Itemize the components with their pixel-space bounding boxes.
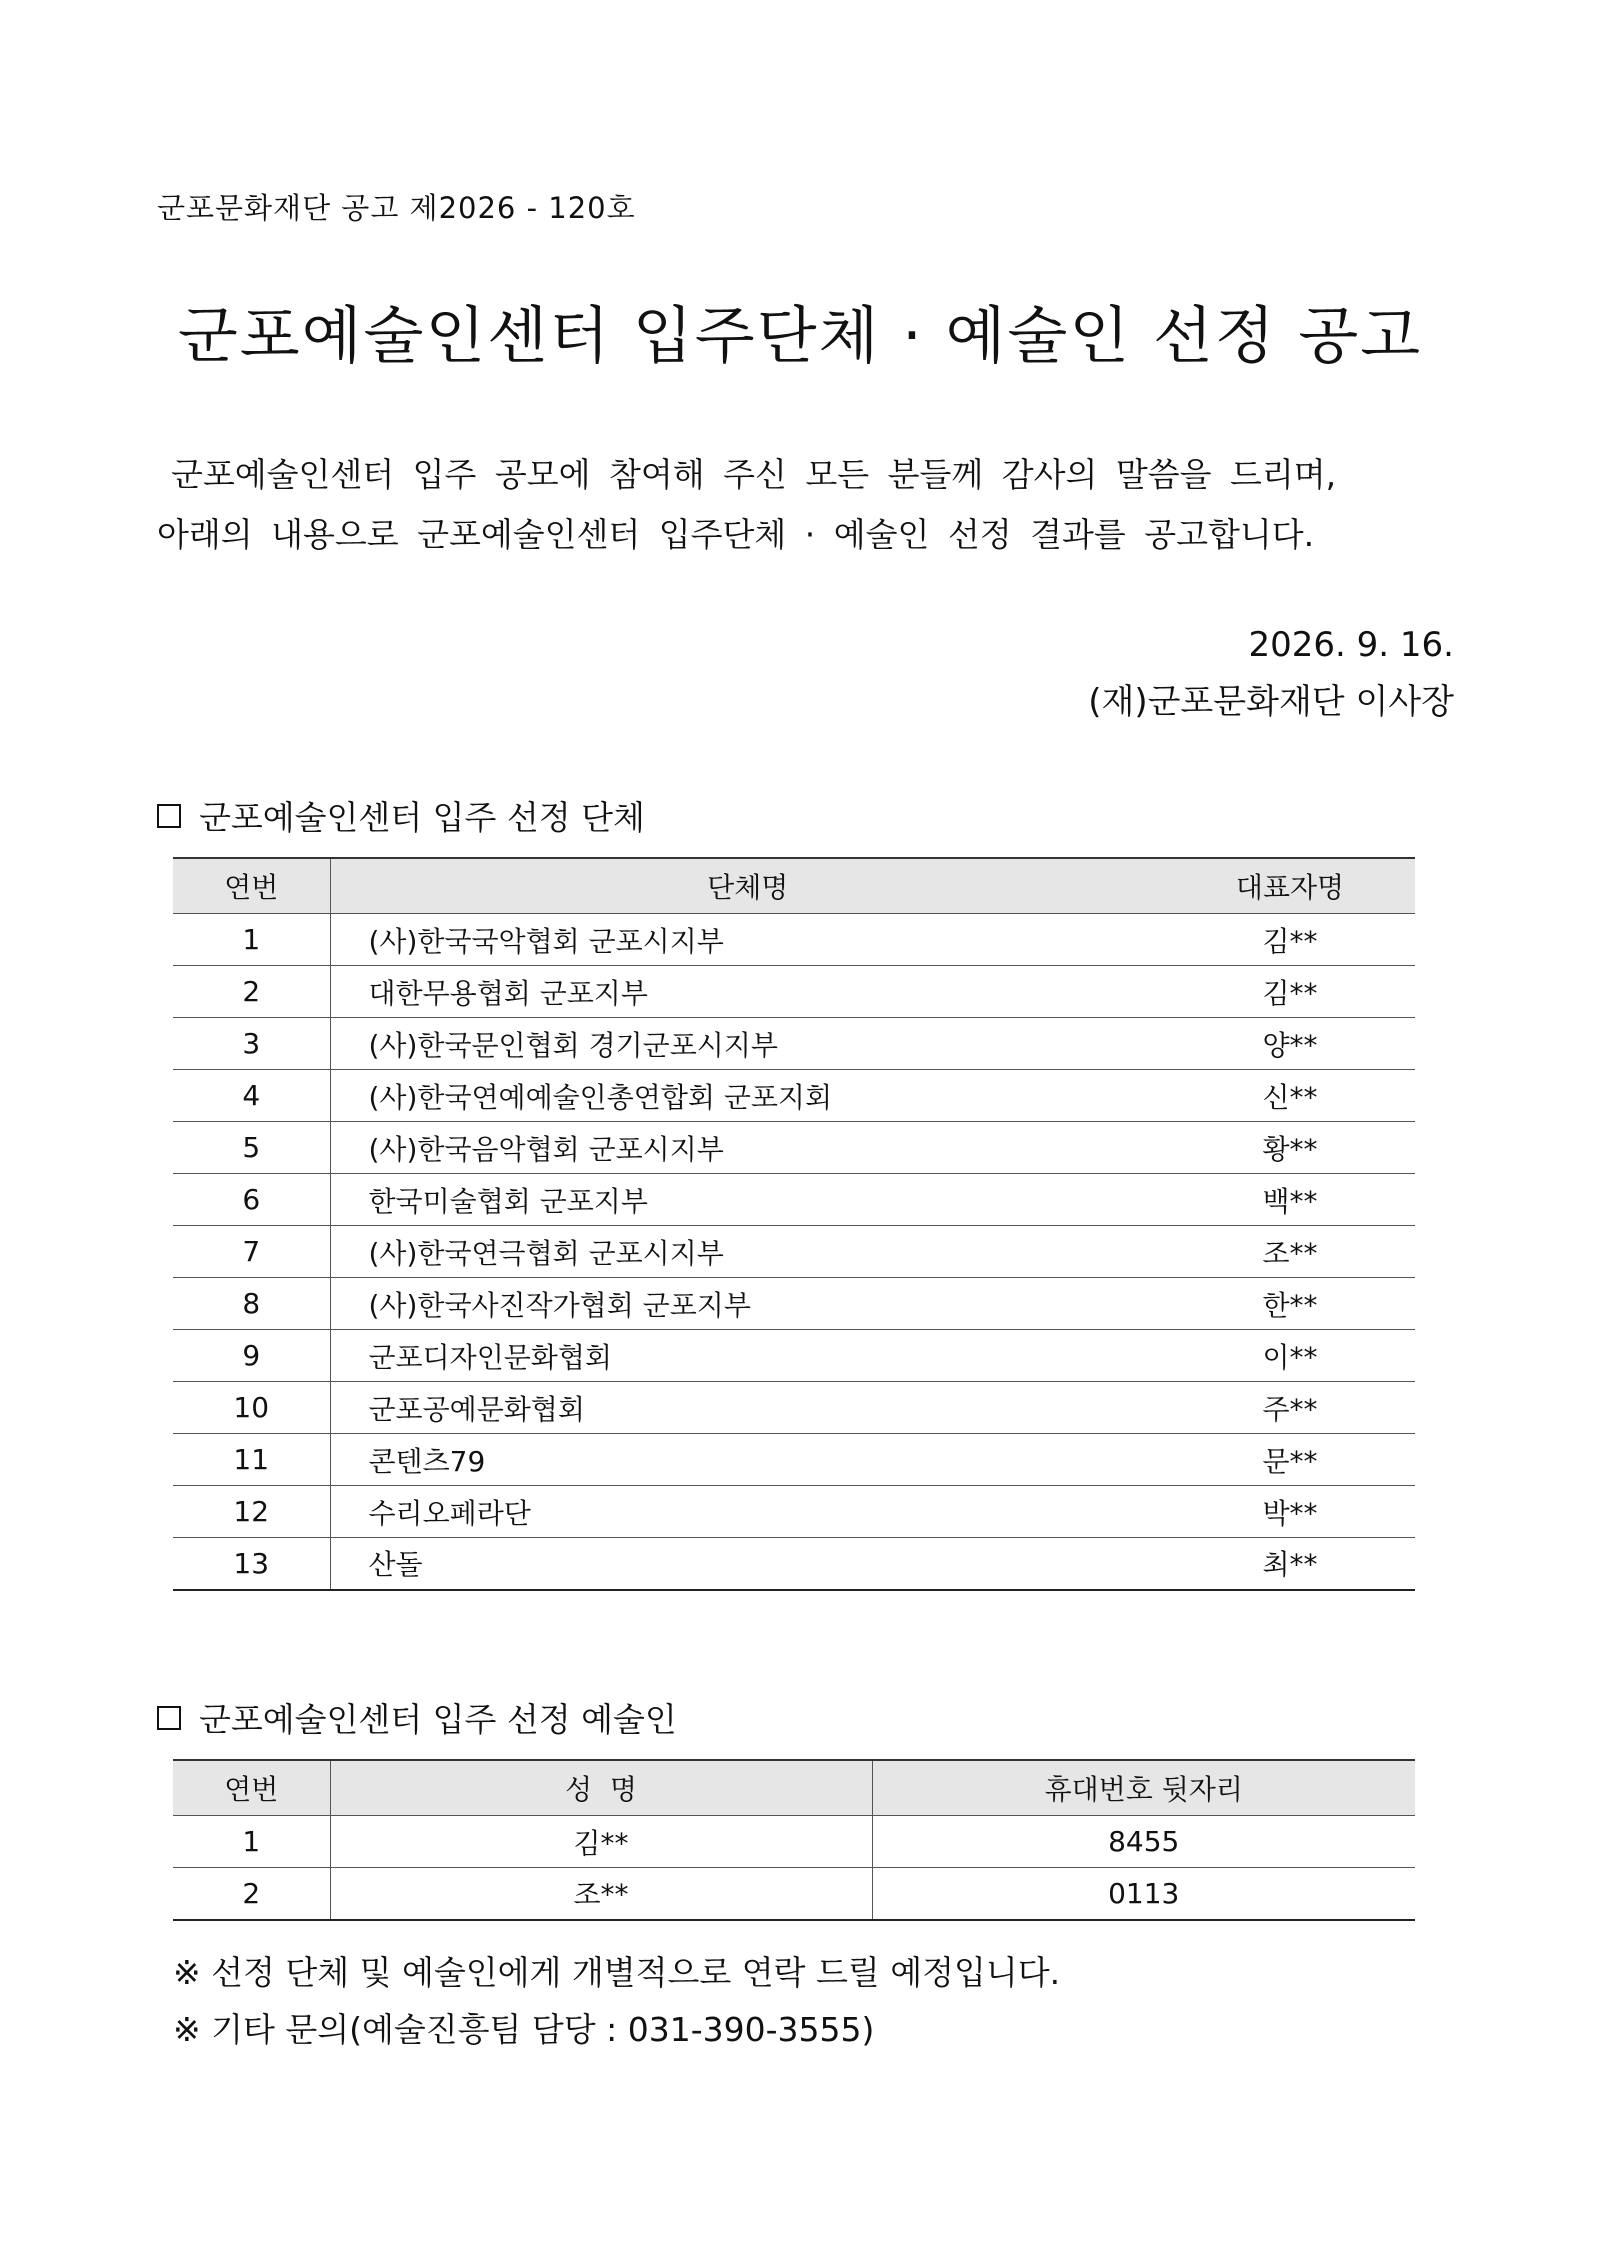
- artists-section-heading: [157, 1694, 677, 1741]
- row-no: 11: [173, 1434, 330, 1486]
- issuer: (재)군포문화재단 이사장: [1088, 682, 1454, 722]
- table-row: [173, 1538, 1415, 1590]
- row-no: 9: [173, 1330, 330, 1382]
- table-row: [173, 1330, 1415, 1382]
- row-representative: 문**: [1165, 1434, 1415, 1486]
- column-header-artist-name: 성 명: [330, 1760, 872, 1816]
- column-header-no: 연번: [173, 1760, 330, 1816]
- row-phone-suffix: 0113: [872, 1868, 1415, 1920]
- row-representative: 김**: [1165, 966, 1415, 1018]
- groups-section-heading: [157, 792, 645, 839]
- table-row: [173, 1434, 1415, 1486]
- column-header-phone-suffix: 휴대번호 뒷자리: [872, 1760, 1415, 1816]
- artists-heading-text: 군포예술인센터 입주 선정 예술인: [199, 1700, 677, 1739]
- row-group-name: 수리오페라단: [330, 1486, 1165, 1538]
- row-group-name: (사)한국사진작가협회 군포지부: [330, 1278, 1165, 1330]
- row-representative: 이**: [1165, 1330, 1415, 1382]
- table-header-row: [173, 858, 1415, 914]
- row-group-name: 콘텐츠79: [330, 1434, 1165, 1486]
- table-row: [173, 1278, 1415, 1330]
- groups-table: [173, 857, 1415, 1591]
- table-row: [173, 1018, 1415, 1070]
- table-row: [173, 1174, 1415, 1226]
- table-row: [173, 914, 1415, 966]
- column-header-no: 연번: [173, 858, 330, 914]
- row-phone-suffix: 8455: [872, 1816, 1415, 1868]
- row-artist-name: 김**: [330, 1816, 872, 1868]
- row-representative: 주**: [1165, 1382, 1415, 1434]
- row-group-name: 군포공예문화협회: [330, 1382, 1165, 1434]
- row-group-name: 대한무용협회 군포지부: [330, 966, 1165, 1018]
- notes: [173, 1944, 1060, 2058]
- row-no: 1: [173, 1816, 330, 1868]
- row-representative: 김**: [1165, 914, 1415, 966]
- intro-line-2: 아래의 내용으로 군포예술인센터 입주단체 · 예술인 선정 결과를 공고합니다.: [157, 515, 1315, 554]
- row-representative: 신**: [1165, 1070, 1415, 1122]
- table-row: [173, 1070, 1415, 1122]
- table-row: [173, 1868, 1415, 1920]
- row-group-name: (사)한국문인협회 경기군포시지부: [330, 1018, 1165, 1070]
- notice-number: 군포문화재단 공고 제2026 - 120호: [157, 191, 636, 225]
- note-contact-notice: ※ 선정 단체 및 예술인에게 개별적으로 연락 드릴 예정입니다.: [173, 1953, 1061, 1992]
- row-no: 4: [173, 1070, 330, 1122]
- row-representative: 최**: [1165, 1538, 1415, 1590]
- row-no: 8: [173, 1278, 330, 1330]
- row-representative: 양**: [1165, 1018, 1415, 1070]
- row-no: 2: [173, 1868, 330, 1920]
- table-header-row: [173, 1760, 1415, 1816]
- row-no: 3: [173, 1018, 330, 1070]
- column-header-group-name: 단체명: [330, 858, 1165, 914]
- column-header-representative: 대표자명: [1165, 858, 1415, 914]
- row-group-name: (사)한국연극협회 군포시지부: [330, 1226, 1165, 1278]
- row-artist-name: 조**: [330, 1868, 872, 1920]
- row-representative: 백**: [1165, 1174, 1415, 1226]
- row-representative: 조**: [1165, 1226, 1415, 1278]
- note-inquiry: ※ 기타 문의(예술진흥팀 담당 : 031-390-3555): [173, 2010, 875, 2049]
- checkbox-icon: [157, 804, 181, 828]
- row-representative: 한**: [1165, 1278, 1415, 1330]
- intro-line-1: 군포예술인센터 입주 공모에 참여해 주신 모든 분들께 감사의 말씀을 드리며,: [171, 455, 1337, 494]
- row-group-name: 산돌: [330, 1538, 1165, 1590]
- row-group-name: 군포디자인문화협회: [330, 1330, 1165, 1382]
- checkbox-icon: [157, 1706, 181, 1730]
- table-row: [173, 966, 1415, 1018]
- row-no: 12: [173, 1486, 330, 1538]
- page-title: 군포예술인센터 입주단체 · 예술인 선정 공고: [177, 299, 1423, 372]
- issue-block: [1088, 617, 1454, 731]
- row-representative: 박**: [1165, 1486, 1415, 1538]
- row-representative: 황**: [1165, 1122, 1415, 1174]
- table-row: [173, 1226, 1415, 1278]
- row-no: 10: [173, 1382, 330, 1434]
- table-row: [173, 1816, 1415, 1868]
- intro-paragraph: [157, 445, 1457, 565]
- row-no: 7: [173, 1226, 330, 1278]
- table-row: [173, 1382, 1415, 1434]
- row-no: 13: [173, 1538, 330, 1590]
- issue-date: 2026. 9. 16.: [1248, 625, 1454, 665]
- row-group-name: (사)한국연예예술인총연합회 군포지회: [330, 1070, 1165, 1122]
- row-no: 6: [173, 1174, 330, 1226]
- row-group-name: 한국미술협회 군포지부: [330, 1174, 1165, 1226]
- row-group-name: (사)한국국악협회 군포시지부: [330, 914, 1165, 966]
- table-row: [173, 1122, 1415, 1174]
- artists-table: [173, 1759, 1415, 1921]
- row-group-name: (사)한국음악협회 군포시지부: [330, 1122, 1165, 1174]
- table-row: [173, 1486, 1415, 1538]
- row-no: 2: [173, 966, 330, 1018]
- groups-heading-text: 군포예술인센터 입주 선정 단체: [199, 798, 645, 837]
- row-no: 1: [173, 914, 330, 966]
- row-no: 5: [173, 1122, 330, 1174]
